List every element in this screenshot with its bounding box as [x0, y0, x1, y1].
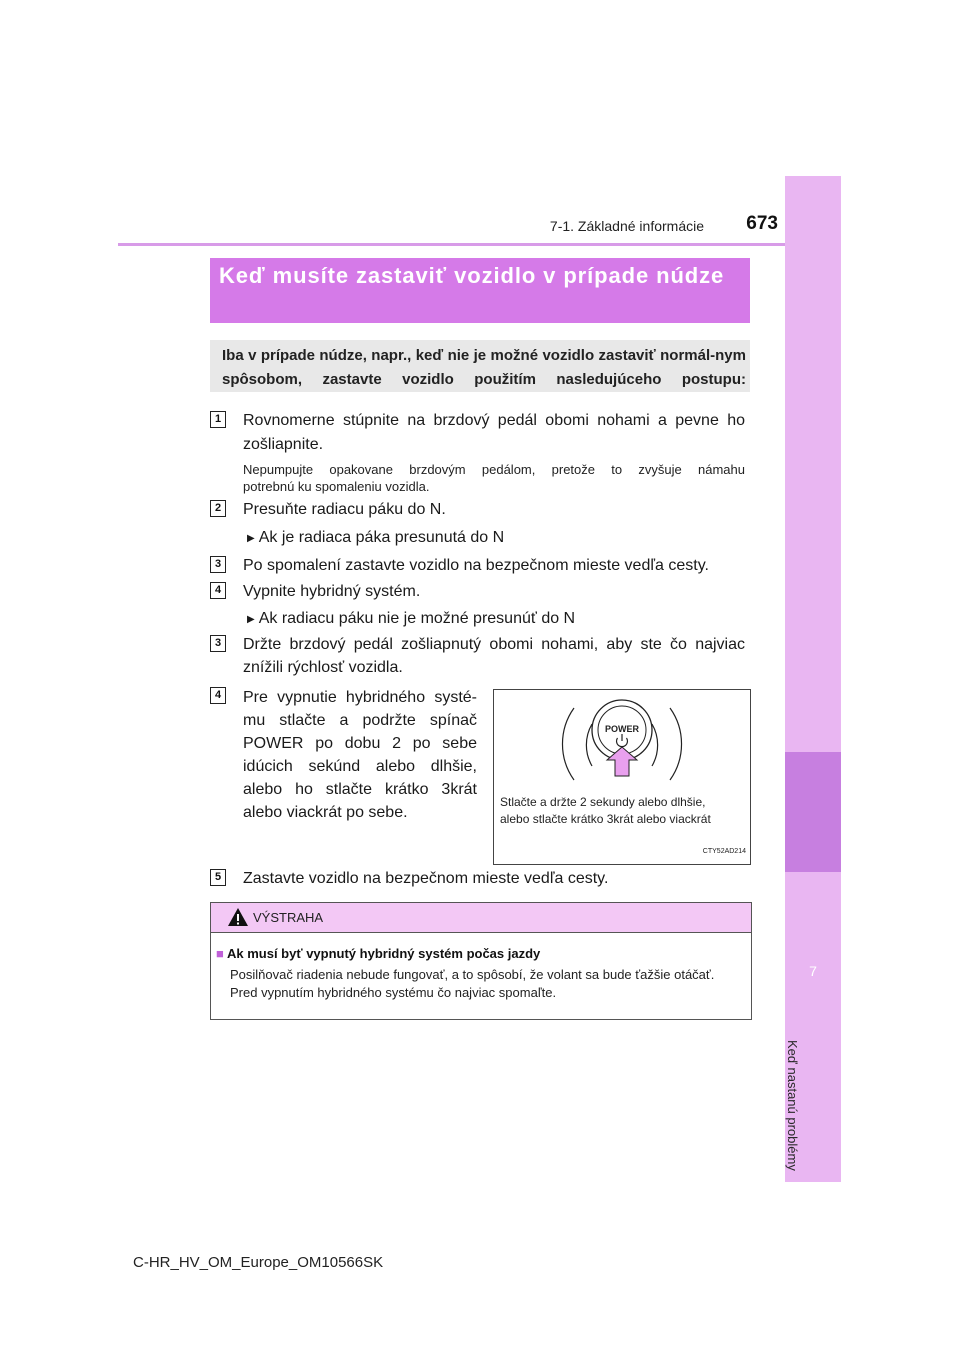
chapter-title-text: Keď nastanú problémy: [785, 1040, 800, 1171]
step-note: Nepumpujte opakovane brzdovým pedálom, pretože to zvyšuje námahu: [243, 462, 745, 477]
motion-arc-right-inner: [652, 724, 658, 766]
condition-text: Ak je radiaca páka presunutá do N: [258, 529, 505, 546]
section-reference: 7-1. Základné informácie: [549, 218, 704, 234]
step-text: Rovnomerne stúpnite na brzdový pedál obomi nohami a pevne ho: [243, 412, 745, 429]
step-text: Držte brzdový pedál zošliapnutý obomi nohami, aby ste čo najviac: [243, 636, 745, 653]
step-text: Zastavte vozidlo na bezpečnom mieste vedľa cesty.: [243, 870, 609, 887]
warning-triangle-icon: [227, 907, 249, 927]
warning-bullet: ■: [216, 946, 224, 961]
step-text: alebo ho stlačte krátko 3krát: [243, 781, 477, 798]
power-button-drawing: [494, 690, 750, 864]
warning-title-text: Ak musí byť vypnutý hybridný systém počas jazdy: [227, 946, 541, 961]
step-number: 4: [210, 582, 226, 599]
power-button-illustration: [493, 689, 751, 865]
step-note: potrebnú ku spomaleniu vozidla.: [243, 479, 430, 494]
document-code: C-HR_HV_OM_Europe_OM10566SK: [133, 1254, 384, 1271]
step-text: Po spomalení zastavte vozidlo na bezpečnom mieste vedľa cesty.: [243, 557, 709, 574]
step-number: 4: [210, 687, 226, 704]
motion-arc-left-inner: [586, 724, 592, 766]
page-number: 673: [746, 213, 778, 234]
condition-text: Ak radiacu páku nie je možné presunúť do N: [258, 610, 576, 627]
header-rule: [118, 243, 785, 246]
warning-text: Posilňovač riadenia nebude fungovať, a to spôsobí, že volant sa bude ťažšie otáčať. Pred vypnutím hybridného systému čo najviac spomaľte.: [230, 967, 715, 1000]
power-button-label: POWER: [604, 724, 640, 734]
step-text: znížili rýchlosť vozidla.: [243, 659, 403, 676]
motion-arc-right-outer: [670, 708, 682, 780]
step-text: zošliapnite.: [243, 436, 324, 453]
arrow-right-icon: ▶: [247, 614, 255, 625]
warning-title: [216, 946, 744, 961]
step-text: Presuňte radiacu páku do N.: [243, 501, 446, 518]
arrow-right-icon: ▶: [247, 533, 255, 544]
step-number: 5: [210, 869, 226, 886]
intro-box: [210, 340, 750, 392]
caption-line: alebo stlačte krátko 3krát alebo viackrát: [500, 812, 711, 826]
chapter-number: 7: [809, 963, 817, 979]
section-title-box: [210, 258, 750, 323]
step-number: 1: [210, 411, 226, 428]
step-text: Pre vypnutie hybridného systé-: [243, 689, 477, 706]
warning-label: VÝSTRAHA: [253, 910, 324, 925]
condition-bullet: [247, 608, 745, 632]
caption-line: Stlačte a držte 2 sekundy alebo dlhšie,: [500, 795, 706, 809]
illustration-caption: [500, 794, 746, 828]
illustration-code: CTY52AD214: [702, 848, 746, 855]
condition-bullet: [247, 527, 745, 551]
step-text: Vypnite hybridný systém.: [243, 583, 421, 600]
step-text: alebo viackrát po sebe.: [243, 804, 408, 821]
step-number: 2: [210, 500, 226, 517]
intro-text: Iba v prípade núdze, napr., keď nie je možné vozidlo zastaviť normál-nym spôsobom, zastavte vozidlo použitím nasledujúceho postupu:: [222, 347, 746, 388]
motion-arc-left-outer: [562, 708, 574, 780]
step-number: 3: [210, 556, 226, 573]
step-text: POWER po dobu 2 po sebe: [243, 735, 477, 752]
chapter-tab: [785, 176, 841, 1182]
chapter-tab-marker: [785, 752, 841, 872]
step-number: 3: [210, 635, 226, 652]
step-text: idúcich sekúnd alebo dlhšie,: [243, 758, 477, 775]
step-text: mu stlačte a podržte spínač: [243, 712, 477, 729]
section-title: Keď musíte zastaviť vozidlo v prípade núdze: [219, 263, 725, 288]
